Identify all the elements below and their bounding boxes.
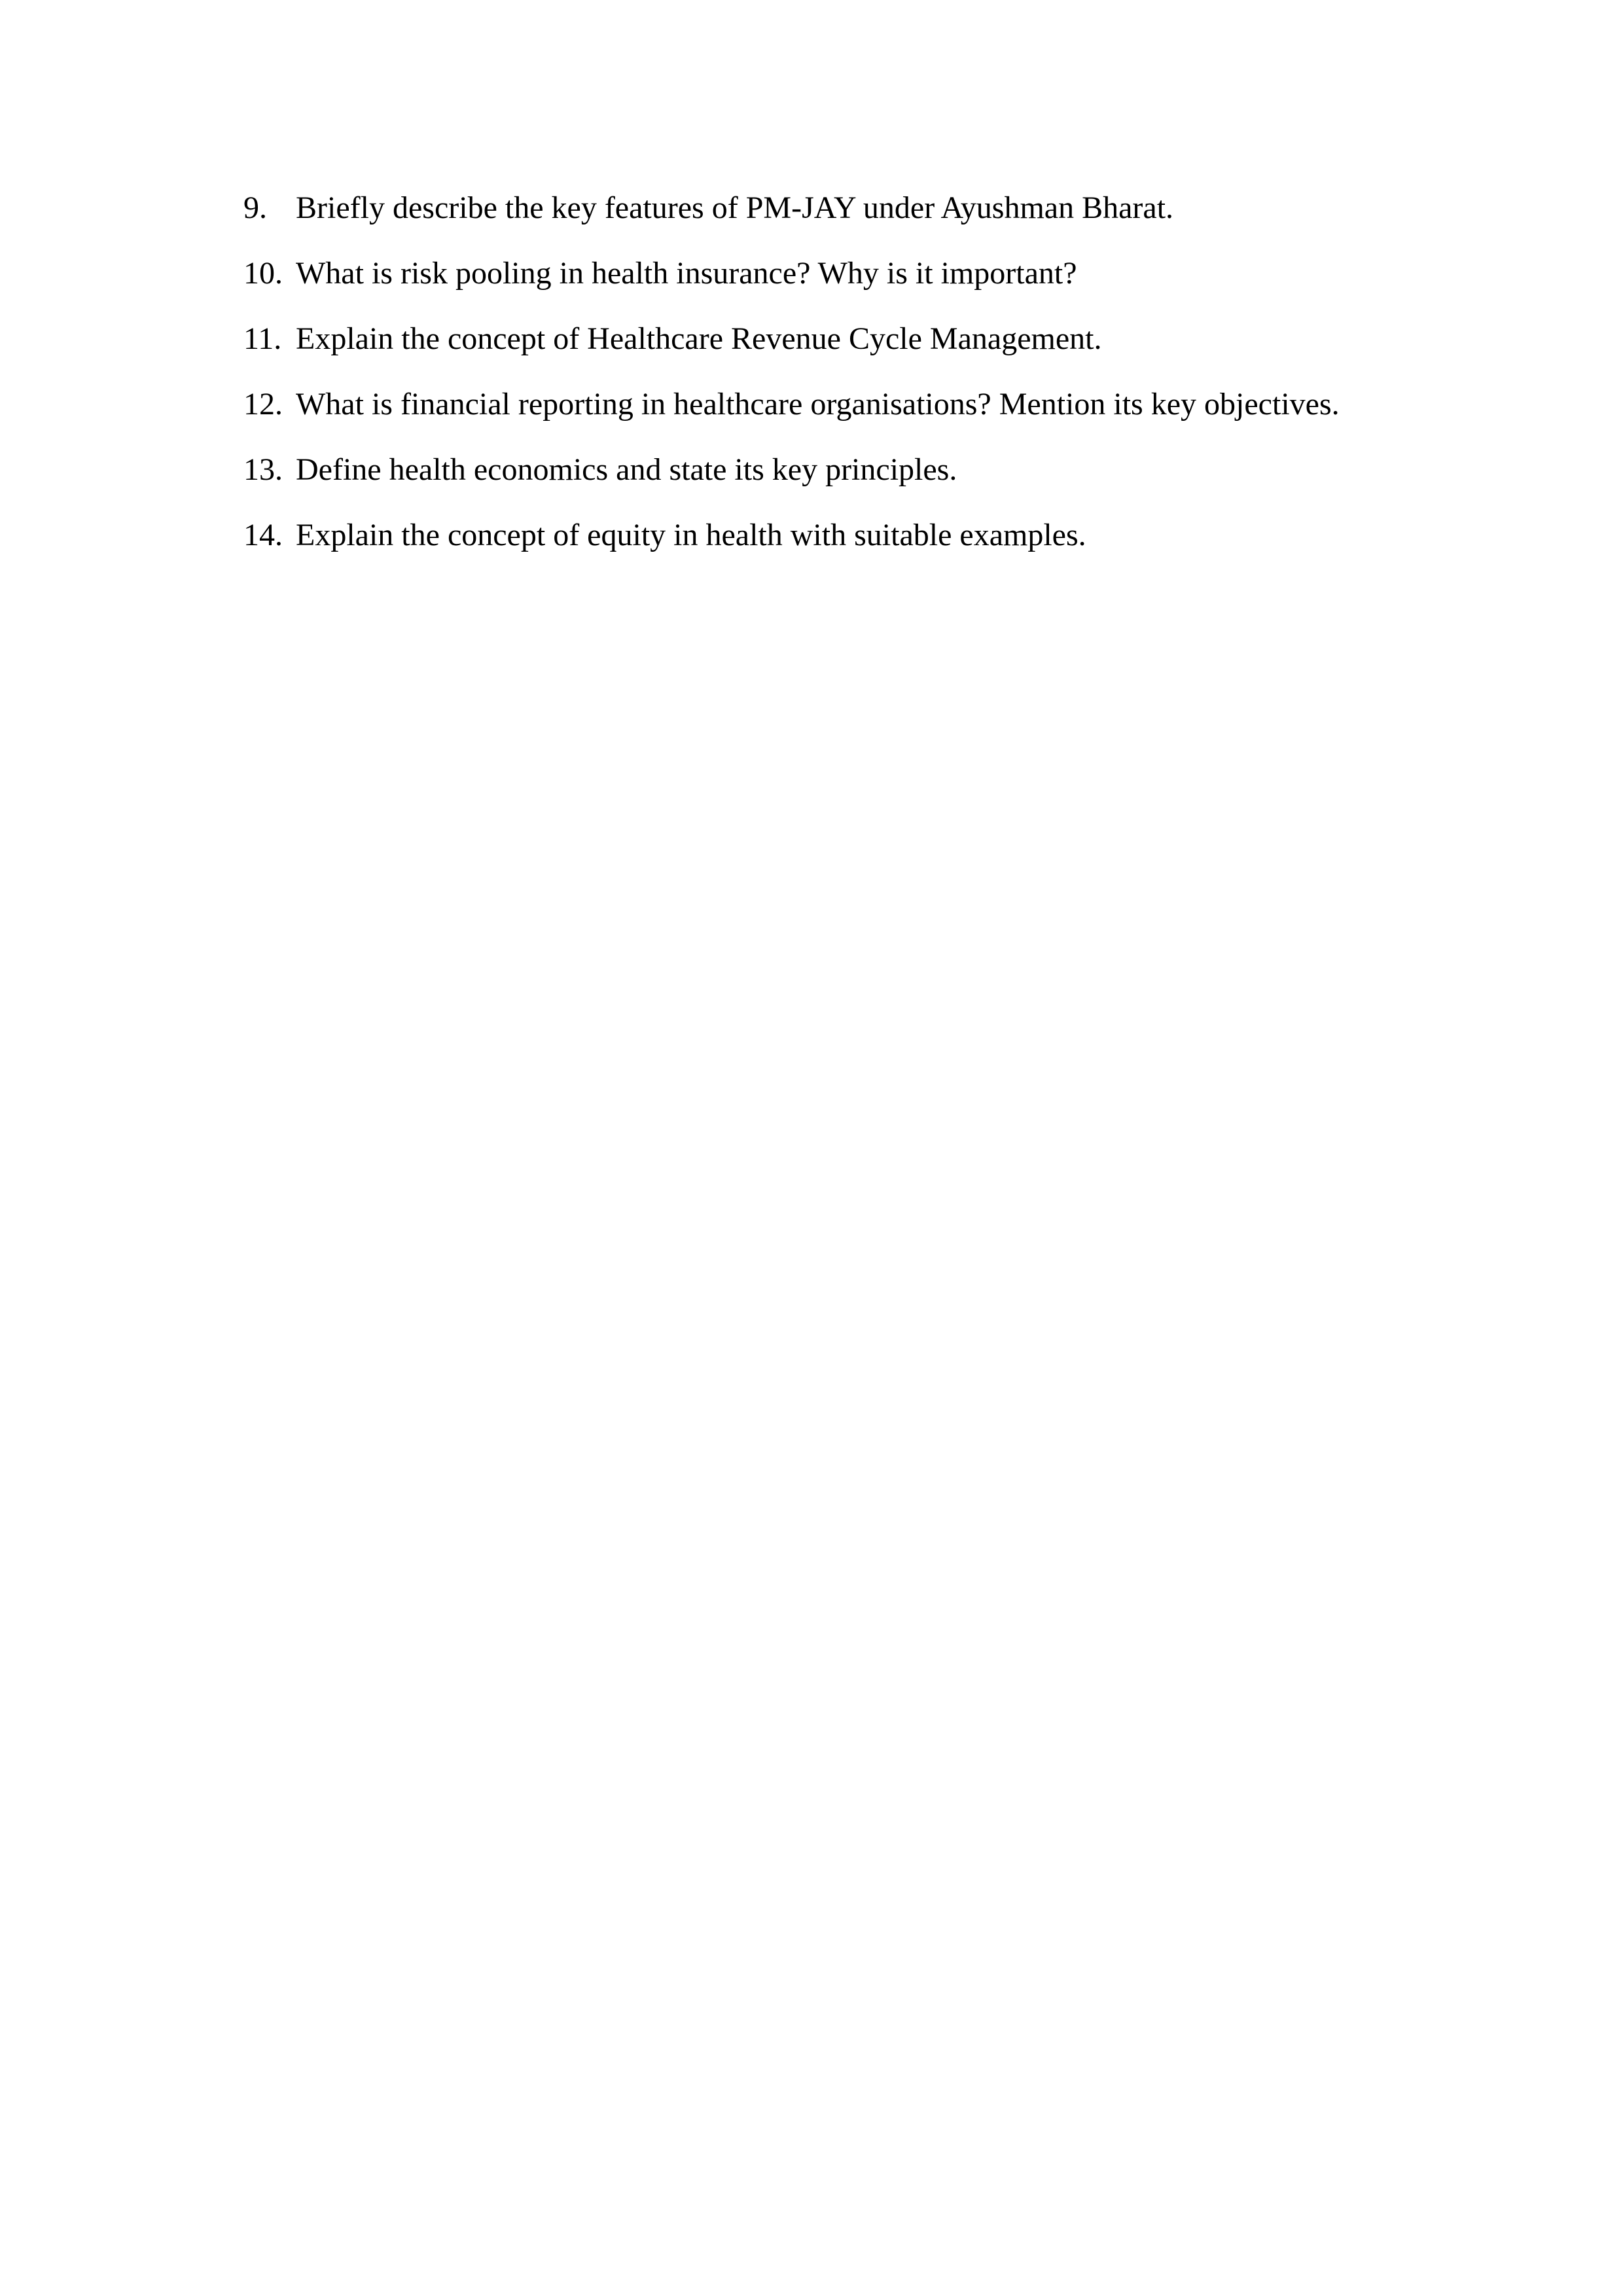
- question-text: What is financial reporting in healthcare organisations? Mention its key objectives.: [296, 387, 1340, 422]
- question-text: Briefly describe the key features of PM-JAY under Ayushman Bharat.: [296, 190, 1174, 225]
- question-number: 13.: [243, 452, 283, 487]
- question-text: Explain the concept of equity in health with suitable examples.: [296, 518, 1086, 552]
- question-text: Define health economics and state its key principles.: [296, 452, 957, 487]
- question-number: 9.: [243, 190, 267, 225]
- question-number: 10.: [243, 256, 283, 291]
- question-item: [243, 255, 1487, 321]
- question-number: 11.: [243, 321, 282, 356]
- question-number: 12.: [243, 387, 283, 422]
- question-item: [243, 452, 1487, 517]
- question-item: [243, 517, 1487, 583]
- question-list: [243, 190, 1487, 583]
- question-number: 14.: [243, 518, 283, 552]
- question-text: What is risk pooling in health insurance? Why is it important?: [296, 256, 1077, 291]
- question-text: Explain the concept of Healthcare Revenue Cycle Management.: [296, 321, 1102, 356]
- question-item: [243, 190, 1487, 255]
- question-item: [243, 386, 1487, 452]
- question-item: [243, 321, 1487, 386]
